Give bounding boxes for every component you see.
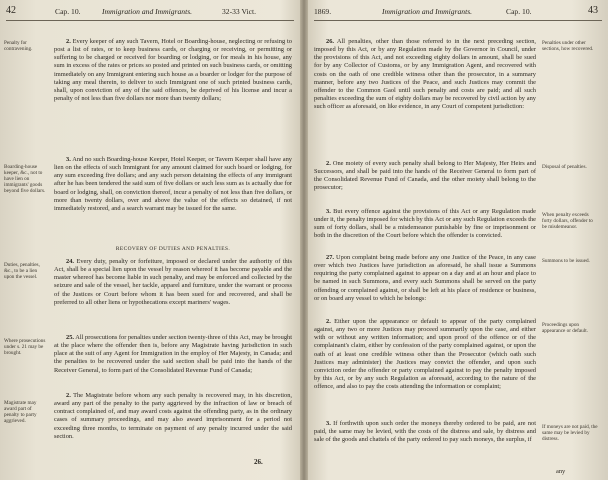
margin-note: When penalty exceeds forty dollars, offender to be misdemeanor.: [542, 212, 593, 230]
running-title: Immigration and Immigrants.: [102, 7, 193, 16]
margin-note: Magistrate may award part of penalty to party aggrieved.: [4, 400, 37, 424]
catchword: 26.: [254, 458, 263, 466]
regnal-year: 1869.: [314, 7, 332, 16]
paragraph: 2. Either upon the appearance or default to appear of the party complained against, any two or more Justices may proceed summarily upon the case, and either with or without any written information; and upon proof of the offence or of the complainant's claim, either by confession of the party complained against, or upon the oath of at least one credible witness other than the Prosecutor (which oath such Justices may administer) the Justices may convict the offender, and upon such conviction order the offender or party complained against to pay the penalty imposed by this Act, or by any such Regulation as aforesaid, according to the nature of the offence, and also to pay the costs attending the information or complaint;: [314, 318, 536, 391]
margin-note: If moneys are not paid, the same may be levied by distress.: [542, 424, 598, 442]
chapter-label: Cap. 10.: [55, 7, 81, 16]
margin-note: Summons to be issued.: [542, 258, 590, 264]
paragraph: 25. All prosecutions for penalties under section twenty-three of this Act, may be brought at the place where the offender then is, before any Magistrate having jurisdiction in such place at the suit of any Agent for Immigration in the employ of Her Majesty, in Canada; and the penalties to be recovered under the said section shall be paid into the hands of the Receiver General, to form part of the Consolidated Revenue Fund of Canada;: [54, 334, 292, 374]
margin-note: Penalties under other sections, how recovered.: [542, 40, 594, 52]
margin-note: Duties, penalties, &c., to be a lien upon the vessel.: [4, 262, 40, 280]
margin-note: Proceedings upon appearance or default.: [542, 322, 588, 334]
margin-note: Penalty for contravening.: [4, 40, 33, 52]
regnal-year: 32-33 Vict.: [222, 7, 256, 16]
left-page: [0, 0, 300, 480]
running-title: Immigration and Immigrants.: [382, 7, 473, 16]
paragraph: 2. The Magistrate before whom any such penalty is recovered may, in his discretion, award any part of the penalty to the party aggrieved by the infraction of law or breach of contract complained of, and may award costs against the offending party, as in the ordinary cases of summary proceedings, and may also award imprisonment for a period not exceeding three months, to terminate on payment of any penalty incurred under the said section.: [54, 392, 292, 440]
paragraph: 24. Every duty, penalty or forfeiture, imposed or declared under the authority of this Act, shall be a special lien upon the vessel by reason whereof it has become payable and the master whereof has become liable in such penalty, and may be enforced and collected by the seizure and sale of the vessel, her tackle, apparel and furniture, under the warrant or process of the Justices or Court before whom it has been sued for and recovered, and shall be preferred to all other liens or hypothecations except mariners' wages.: [54, 258, 292, 306]
page-number: 42: [6, 5, 16, 16]
paragraph: 2. Every keeper of any such Tavern, Hotel or Boarding-house, neglecting or refusing to post a list of rates, or to keep business cards, or charging or receiving, or permitting or suffering to be charged or received for boarding or lodging, or for meals in his house, any sum in excess of the rates or prices so posted and printed on such business cards, or omitting immediately on any Immigrant entering such house as a boarder or lodger for the purpose of taking any meal therein, to deliver to such Immigrant one of such printed business cards, shall, upon conviction of any of the said offences, be deprived of his license and incur a penalty of not less than five dollars nor more than twenty dollars;: [54, 38, 292, 103]
margin-note: Disposal of penalties.: [542, 164, 587, 170]
catchword: any: [556, 468, 566, 475]
margin-note: Boarding-house keeper, &c., not to have lien on immigrants' goods beyond five dollars.: [4, 164, 46, 194]
header-rule: [314, 20, 602, 21]
paragraph: 26. All penalties, other than those referred to in the next preceding section, imposed by this Act, or by any Regulation made by the Governor in Council, under the provisions of this Act, and not exceeding eighty dollars in amount, shall be sued for by any Collector of Customs, or by any Immigration Agent, and recovered with costs on the oath of one credible witness other than the prosecutor, in a summary manner, before any two Justices of the Peace, and such Justices may commit the offender to the Common Gaol until such penalty and costs are paid; and all such penalties exceeding the sum of eighty dollars may be recovered by civil action by any such officer as aforesaid, on like evidence, in any Court of competent jurisdiction:: [314, 38, 536, 111]
header-rule: [6, 20, 294, 21]
book-gutter: [300, 0, 308, 480]
section-heading: RECOVERY OF DUTIES AND PENALTIES.: [115, 246, 231, 252]
paragraph: 27. Upon complaint being made before any one Justice of the Peace, in any case over which two Justices have jurisdiction as aforesaid, he shall issue a Summons requiring the party complained against to appear on a day and at an hour and place to be named in such Summons, and every such Summons shall be served on the party offending or complained against, or shall be left at his place of residence or business, or on board any vessel to which he belongs:: [314, 254, 536, 302]
right-page-header: [308, 7, 608, 19]
right-page: [308, 0, 608, 480]
paragraph: 3. But every offence against the provisions of this Act or any Regulation made under it, the penalty imposed for which by this Act or any such Regulation exceeds the sum of forty dollars, shall be a misdemeanor punishable by fine or imprisonment or both in the discretion of the Court before which the offender is convicted.: [314, 208, 536, 240]
left-page-header: [0, 7, 300, 19]
margin-note: Where prosecutions under s. 21 may be brought.: [4, 338, 46, 356]
paragraph: 3. If forthwith upon such order the moneys thereby ordered to be paid, are not paid, the same may be levied, with the costs of the distress and sale, by distress and sale of the goods and chattels of the party ordered to pay such moneys, the surplus, if: [314, 420, 536, 444]
page-number: 43: [588, 5, 598, 16]
chapter-label: Cap. 10.: [506, 7, 532, 16]
paragraph: 3. And no such Boarding-house Keeper, Hotel Keeper, or Tavern Keeper shall have any lien on the effects of such Immigrant for any amount claimed for such board or lodging, for any sum exceeding five dollars; and any such person detaining the effects of any immigrant after he has been tendered the said sum of five dollars or such less sum as is actually due for board or lodging, shall, on conviction thereof, incur a penalty of not less than five dollars, or more than twenty dollars, over and above the value of the effects so detained, if not immediately restored, and a search warrant may be issued for the same.: [54, 156, 293, 212]
paragraph: 2. One moiety of every such penalty shall belong to Her Majesty, Her Heirs and Successors, and shall be paid into the hands of the Receiver General to form part of the Consolidated Revenue Fund of Canada, and the other moiety shall belong to the prosecutor;: [314, 160, 536, 192]
